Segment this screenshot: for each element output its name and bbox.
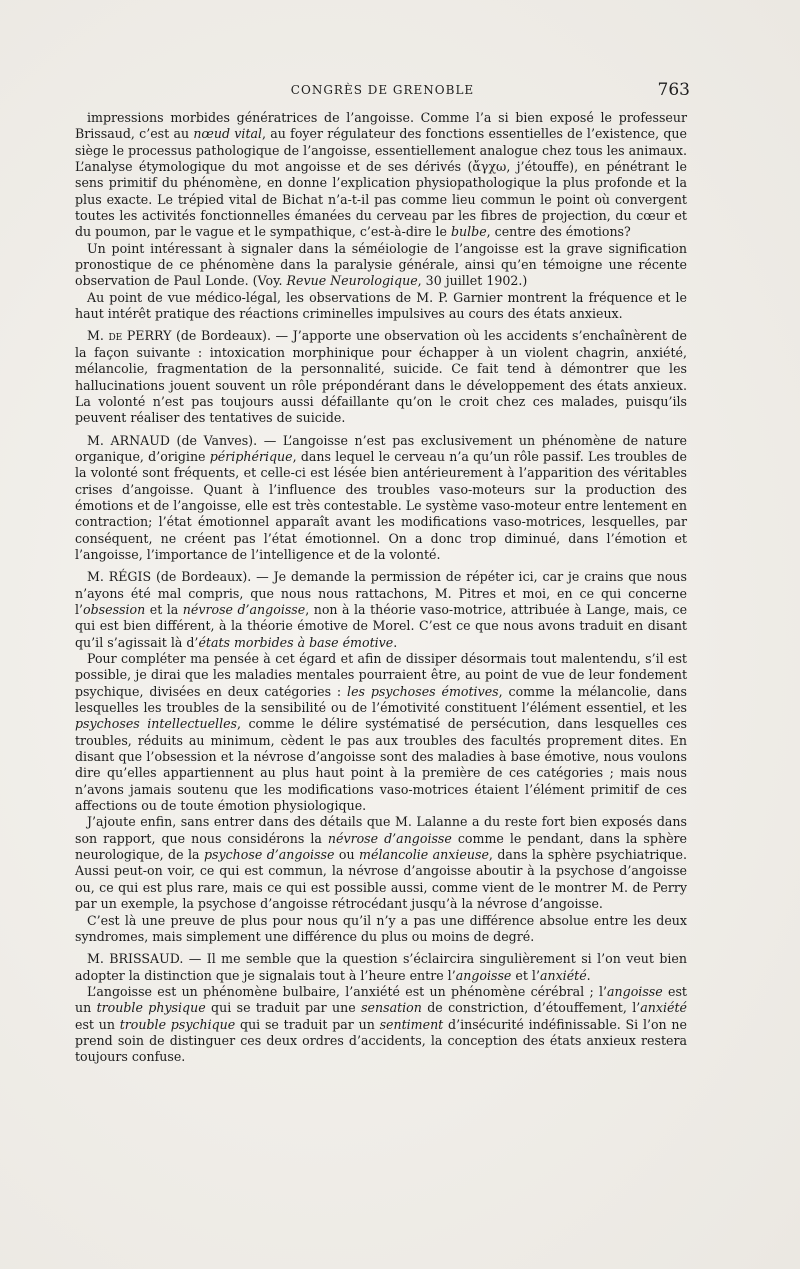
text-run: comme le pendant, dans la sphère neurologique, de la	[75, 830, 687, 863]
text-run: impressions morbides génératrices de l’angoisse. Comme l’a si bien exposé le professeur Brissaud, c’est au	[75, 110, 687, 142]
text-run: M. RÉGIS (de Bordeaux). — Je demande la permission de répéter ici, car je crains que nous n’ayons été mal compris, que nous nous rattachons, M. Pitres et moi, en ce qui concerne l’	[75, 569, 687, 617]
text-run: J’ajoute enfin, sans entrer dans des détails que M. Lalanne a du reste fort bien exposés dans son rapport, que nous considérons la	[75, 814, 687, 846]
text-run: , comme le délire systématisé de persécution, dans lesquelles ces troubles, réduits au minimum, cèdent le pas aux troubles des facultés proprement dites. En disant que l’obsession et la névrose d’angoisse sont des maladies à base émotive, nous voulons dire qu’elles appartiennent au plus haut point à la première de ces catégories ; mais nous n’avons jamais soutenu que les modifications vaso-motrices étaient l’élément primitif de ces affections ou de toute émotion physiologique.	[75, 716, 688, 814]
text-run: qui se traduit par une	[205, 1000, 362, 1016]
italic-text: états morbides à base émotive	[198, 634, 394, 650]
paragraph-regis-2	[75, 651, 687, 814]
text-run: , centre des émotions?	[486, 224, 631, 240]
italic-text: périphérique	[209, 448, 293, 464]
text-run: est un	[75, 983, 687, 1016]
text-run: , 30 juillet 1902.)	[417, 273, 528, 289]
text-run: , dans la sphère psychiatrique. Aussi peut-on voir, ce qui est commun, la névrose d’angoisse aboutir à la psychose d’angoisse ou, ce qui est plus rare, mais ce qui est possible aussi, comme vient de le montrer M. de Perry par un exemple, la psychose d’angoisse rétrocédant jusqu’à la névrose d’angoisse.	[75, 847, 687, 912]
paragraph-arnaud	[75, 433, 687, 564]
text-run: d’insécurité indéfinissable. Si l’on ne prend soin de distinguer ces deux ordres d’accidents, la conception des états anxieux restera toujours confuse.	[75, 1016, 687, 1065]
page-header	[75, 80, 690, 102]
italic-text: les psychoses émotives	[347, 683, 499, 699]
paragraph-regis	[75, 569, 687, 651]
italic-text: sentiment	[379, 1016, 444, 1032]
text-run: Pour compléter ma pensée à cet égard et afin de dissiper désormais tout malentendu, s’il est possible, je dirai que les maladies mentales pourraient être, au point de vue de leur fondement psychique, divisées en deux catégories :	[75, 651, 687, 699]
body-text	[75, 110, 687, 1066]
text-run: Un point intéressant à signaler dans la séméiologie de l’angoisse est la grave signification pronostique de ce phénomène dans la paralysie générale, ainsi qu’en témoigne une récente observation de Paul Londe. (Voy.	[75, 240, 687, 289]
italic-text: trouble psychique	[119, 1016, 236, 1032]
text-run: .	[586, 967, 591, 983]
paragraph-brissaud	[75, 951, 687, 984]
text-run: ou	[334, 847, 360, 863]
italic-text: bulbe	[450, 224, 487, 240]
running-title: CONGRÈS DE GRENOBLE	[290, 83, 475, 97]
text-run: , comme la mélancolie, dans lesquelles les troubles de la sensibilité ou de l’émotivité constituent l’élément essentiel, et les	[75, 683, 688, 716]
text-run: L’angoisse est un phénomène bulbaire, l’anxiété est un phénomène cérébral ; l’	[87, 983, 608, 999]
italic-text: angoisse	[607, 983, 663, 999]
paragraph-regis-3	[75, 814, 687, 912]
italic-text: névrose d’angoisse	[327, 830, 452, 846]
italic-text: nœud vital	[193, 126, 263, 142]
text-run: M.	[87, 328, 109, 344]
text-run: .	[393, 634, 398, 650]
text-run: M. BRISSAUD. — Il me semble que la question s’éclaircira singulièrement si l’on veut bien adopter la distinction que je signalais tout à l’heure entre l’	[75, 951, 687, 983]
paragraph-1	[75, 110, 687, 241]
text-run: PERRY (de Bordeaux). — J’apporte une observation où les accidents s’enchaînèrent de la façon suivante : intoxication morphinique pour échapper à un violent chagrin, anxiété, mélancolie, fragmentation de la personnalité, suicide. Ce fait tend à démontrer que les hallucinations jouent souvent un rôle prépondérant dans le développement des états anxieux. La volonté n’est pas toujours aussi défaillante qu’on le croit chez ces malades, puisqu’ils peuvent réaliser des tentatives de suicide.	[75, 328, 687, 426]
italic-text: névrose d’angoisse	[182, 601, 306, 617]
italic-text: psychose d’angoisse	[203, 847, 335, 863]
italic-text: psychoses intellectuelles	[75, 716, 238, 732]
page-number: 763	[657, 80, 690, 100]
italic-text: anxiété	[539, 967, 587, 983]
text-run: , au foyer régulateur des fonctions essentielles de l’existence, que siège le processus pathologique de l’angoisse, essentiellement analogue chez tous les animaux. L’analyse étymologique du mot angoisse et de ses dérivés (ἄγχω, j’étouffe), en pénétrant le sens primitif du phénomène, en donne l’explication physiopathologique la plus profonde et la plus exacte. Le trépied vital de Bichat n’a-t-il pas comme lieu commun le point où convergent toutes les activités fonctionnelles émanées du cerveau par les fibres de projection, du cœur et du poumon, par le vague et le sympathique, c’est-à-dire le	[75, 126, 687, 240]
italic-text: angoisse	[455, 967, 512, 983]
paragraph-de-perry	[75, 328, 687, 426]
text-run: Au point de vue médico-légal, les observations de M. P. Garnier montrent la fréquence et le haut intérêt pratique des réactions criminelles impulsives au cours des états anxieux.	[75, 289, 687, 322]
small-caps-text: de	[108, 328, 123, 344]
text-run: de constriction, d’étouffement, l’	[421, 1000, 641, 1016]
text-run: qui se traduit par un	[235, 1016, 380, 1032]
text-run: , non à la théorie vaso-motrice, attribuée à Lange, mais, ce qui est bien différent, à la théorie émotive de Morel. C’est ce que nous avons traduit en disant qu’il s’agissait là d’	[75, 601, 688, 650]
paragraph-3	[75, 290, 687, 323]
paragraph-2	[75, 241, 687, 290]
italic-text: trouble physique	[96, 1000, 206, 1016]
paragraph-brissaud-2	[75, 984, 687, 1066]
text-run: et la	[145, 601, 183, 617]
italic-text: Revue Neurologique	[286, 273, 418, 289]
italic-text: mélancolie anxieuse	[359, 847, 489, 863]
italic-text: sensation	[361, 1000, 422, 1016]
italic-text: obsession	[83, 601, 146, 617]
text-run: , dans lequel le cerveau n’a qu’un rôle passif. Les troubles de la volonté sont fréquents, et celle-ci est lésée bien antérieurement à l’apparition des véritables crises d’angoisse. Quant à l’influence des troubles vaso-moteurs sur la production des émotions et de l’angoisse, elle est très contestable. Le système vaso-moteur entre lentement en contraction; l’état émotionnel apparaît avant les modifications vaso-motrices, lesquelles, par conséquent, ne créent pas l’état émotionnel. On a donc trop diminué, dans l’émotion et l’angoisse, l’importance de l’intelligence et de la volonté.	[75, 448, 687, 562]
paragraph-regis-4	[75, 913, 687, 946]
text-run: et l’	[511, 967, 540, 983]
text-run: C’est là une preuve de plus pour nous qu’il n’y a pas une différence absolue entre les deux syndromes, mais simplement une différence du plus ou moins de degré.	[75, 912, 687, 944]
text-run: M. ARNAUD (de Vanves). — L’angoisse n’est pas exclusivement un phénomène de nature organique, d’origine	[75, 432, 687, 464]
italic-text: anxiété	[640, 1000, 687, 1016]
text-run: est un	[75, 1016, 120, 1032]
